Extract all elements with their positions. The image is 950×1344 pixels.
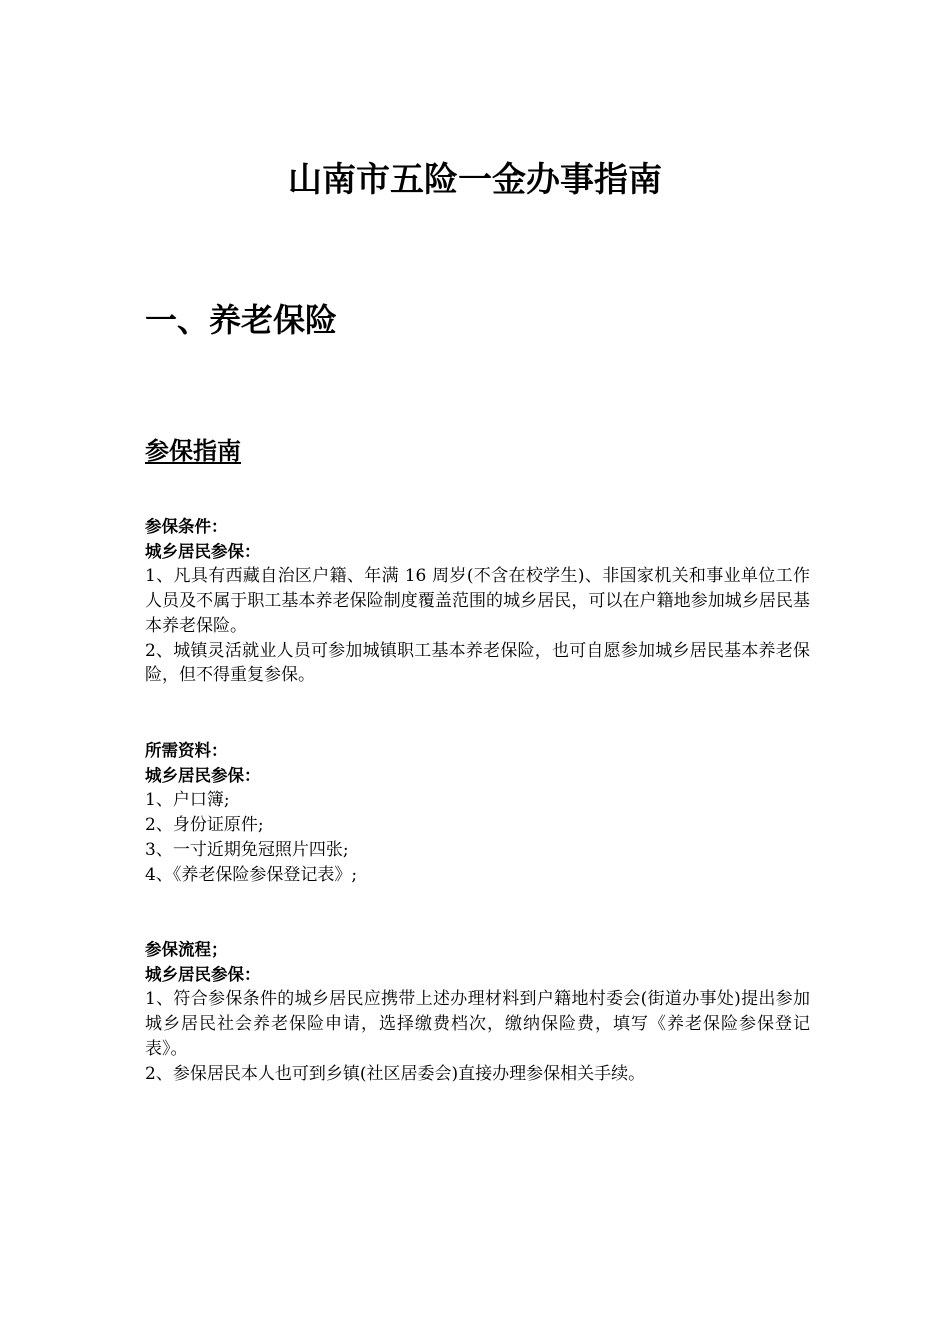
- conditions-item: 2、城镇灵活就业人员可参加城镇职工基本养老保险，也可自愿参加城乡居民基本养老保险，但不得重复参保。: [145, 640, 810, 686]
- materials-label: 所需资料：: [145, 741, 228, 760]
- process-item: 1、符合参保条件的城乡居民应携带上述办理材料到户籍地村委会(街道办事处)提出参加城乡居民社会养老保险申请，选择缴费档次，缴纳保险费，填写《养老保险参保登记表》。: [145, 989, 810, 1059]
- conditions-item: 1、凡具有西藏自治区户籍、年满 16 周岁(不含在校学生)、非国家机关和事业单位工作人员及不属于职工基本养老保险制度覆盖范围的城乡居民，可以在户籍地参加城乡居民基本养老保险。: [145, 566, 810, 636]
- process-label: 参保流程；: [145, 940, 228, 959]
- section-heading-pension: 一、养老保险: [145, 301, 338, 339]
- enrollment-conditions-section: [145, 515, 810, 688]
- subsection-heading-enrollment-guide: 参保指南: [145, 437, 241, 465]
- materials-item: 2、身份证原件;: [145, 815, 264, 836]
- document-title: 山南市五险一金办事指南: [288, 160, 662, 200]
- materials-group-label: 城乡居民参保：: [145, 765, 261, 785]
- materials-item: 4、《养老保险参保登记表》;: [145, 864, 358, 885]
- conditions-label: 参保条件：: [145, 517, 228, 536]
- process-item: 2、参保居民本人也可到乡镇(社区居委会)直接办理参保相关手续。: [145, 1063, 646, 1084]
- required-materials-section: [145, 739, 810, 887]
- conditions-group-label: 城乡居民参保：: [145, 541, 261, 561]
- materials-item: 3、一寸近期免冠照片四张;: [145, 839, 349, 860]
- process-group-label: 城乡居民参保：: [145, 964, 261, 984]
- materials-item: 1、户口簿;: [145, 790, 230, 811]
- enrollment-process-section: [145, 938, 810, 1086]
